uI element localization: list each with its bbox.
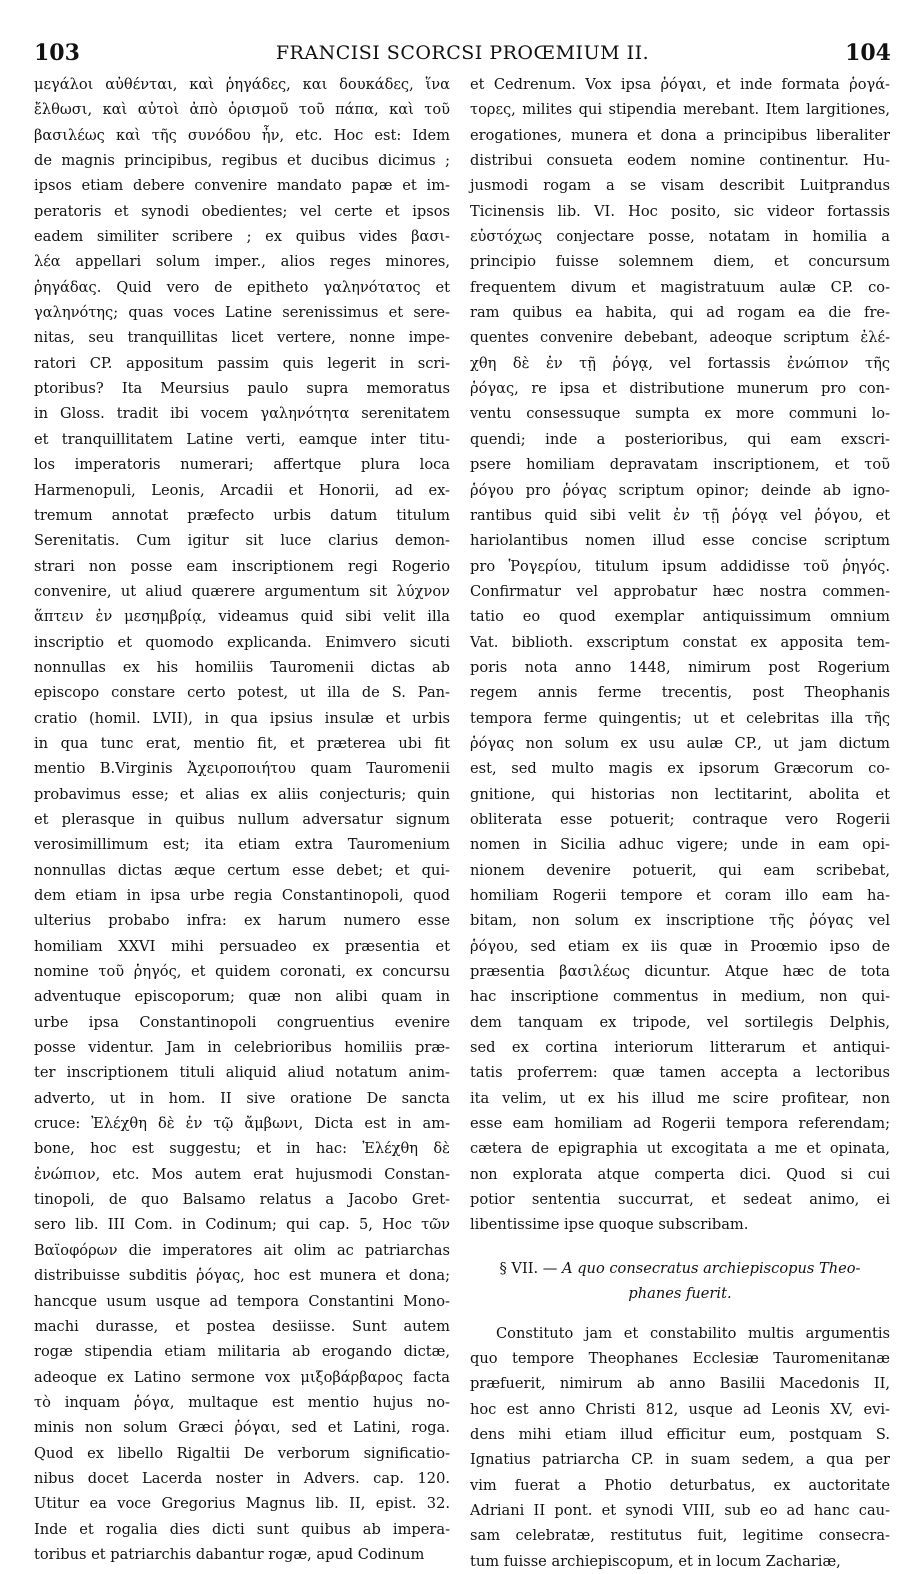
text-line: los imperatoris numerari; affertque plura loca bbox=[34, 456, 450, 474]
text-line: gnitione, qui historias non lectitarint, abolita et bbox=[470, 785, 890, 803]
text-line: ἔλθωσι, καὶ αὐτοὶ ἀπὸ ὁρισμοῦ τοῦ πάπα, καὶ τοῦ bbox=[34, 101, 450, 119]
text-line: ptoribus? Ita Meursius paulo supra memoratus bbox=[34, 380, 450, 398]
text-line: episcopo constare certo potest, ut illa de S. Pan- bbox=[34, 684, 450, 702]
text-line: tatis proferrem: quæ tamen accepta a lectoribus bbox=[470, 1064, 890, 1082]
text-line: Harmenopuli, Leonis, Arcadii et Honorii, ad ex- bbox=[34, 481, 450, 499]
text-line: ulterius probabo infra: ex harum numero esse bbox=[34, 912, 450, 930]
text-line: nonnullas ex his homiliis Tauromenii dictas ab bbox=[34, 658, 450, 676]
text-line: nonnullas dictas æque certum esse debet; et qui- bbox=[34, 861, 450, 879]
text-line: homiliam XXVI mihi persuadeo ex præsentia et bbox=[34, 937, 450, 955]
text-line: τορες, milites qui stipendia merebant. Item largitiones, bbox=[470, 101, 890, 119]
text-line: Serenitatis. Cum igitur sit luce clarius demon- bbox=[34, 532, 450, 550]
left-column bbox=[34, 72, 450, 1563]
section-heading bbox=[470, 1256, 890, 1307]
page-number-right: 104 bbox=[845, 40, 891, 66]
text-line: tatio eo quod exemplar antiquissimum omnium bbox=[470, 608, 890, 626]
text-line: ῥηγάδας. Quid vero de epitheto γαληνότατος et bbox=[34, 278, 450, 296]
text-line: Ticinensis lib. VI. Hoc posito, sic videor fortassis bbox=[470, 202, 890, 220]
text-line: libentissime ipse quoque subscribam. bbox=[470, 1216, 749, 1234]
text-line: dem tanquam ex tripode, vel sortilegis Delphis, bbox=[470, 1013, 890, 1031]
text-line: frequentem divum et magistratuum aulæ CP. co- bbox=[470, 278, 890, 296]
text-line: ventu consessuque sumpta ex more communi lo- bbox=[470, 405, 890, 423]
text-line: Utitur ea voce Gregorius Magnus lib. II, epist. 32. bbox=[34, 1495, 450, 1513]
text-line: dem etiam in ipsa urbe regia Constantinopoli, quod bbox=[34, 887, 450, 904]
text-line: tremum annotat præfecto urbis datum titulum bbox=[34, 506, 450, 524]
text-line: vim fuerat a Photio deturbatus, ex auctoritate bbox=[470, 1476, 890, 1494]
text-line: ἐνώπιον, etc. Mos autem erat hujusmodi Constan- bbox=[34, 1165, 450, 1183]
text-line: posse videntur. Jam in celebrioribus homiliis præ- bbox=[34, 1039, 450, 1057]
section-title-line2: phanes fuerit. bbox=[628, 1285, 732, 1303]
text-line: ipsos etiam debere convenire mandato papæ et im- bbox=[34, 177, 450, 195]
right-column-text-bottom bbox=[470, 1321, 890, 1574]
text-line: Inde et rogalia dies dicti sunt quibus ab impera- bbox=[34, 1520, 450, 1538]
text-line: cruce: Ἐλέχθη δὲ ἐν τῷ ἄμβωνι, Dicta est in am- bbox=[34, 1115, 450, 1133]
text-line: peratoris et synodi obedientes; vel certe et ipsos bbox=[34, 202, 450, 220]
text-line: ῥόγας, re ipsa et distributione munerum pro con- bbox=[470, 380, 890, 398]
page-number-left: 103 bbox=[34, 40, 80, 66]
page-header bbox=[34, 40, 891, 68]
text-line: cratio (homil. LVII), in qua ipsius insulæ et urbis bbox=[34, 709, 450, 727]
text-line: tum fuisse archiepiscopum, et in locum Zachariæ, bbox=[470, 1552, 841, 1570]
text-line: esse eam homiliam ad Rogerii tempora referendam; bbox=[470, 1115, 890, 1133]
text-line: ratori CP. appositum passim quis legerit in scri- bbox=[34, 354, 450, 372]
text-line: convenire, ut aliud quærere argumentum sit λύχνον bbox=[34, 582, 450, 600]
text-line: pro Ῥογερίου, titulum ipsum addidisse τοῦ ῥηγός. bbox=[470, 557, 890, 575]
text-line: nomine τοῦ ῥηγός, et quidem coronati, ex concursu bbox=[34, 963, 450, 981]
text-line: adventuque episcoporum; quæ non alibi quam in bbox=[34, 988, 450, 1006]
text-line: nibus docet Lacerda noster in Advers. cap. 120. bbox=[34, 1469, 450, 1487]
text-line: εὐστόχως conjectare posse, notatam in homilia a bbox=[470, 228, 890, 246]
text-line: hancque usum usque ad tempora Constantini Mono- bbox=[34, 1292, 450, 1310]
text-line: regem annis ferme trecentis, post Theophanis bbox=[470, 684, 890, 702]
text-line: machi durasse, et postea desiisse. Sunt autem bbox=[34, 1317, 450, 1335]
text-line: jusmodi rogam a se visam describit Luitprandus bbox=[470, 177, 890, 195]
text-line: λέα appellari solum imper., alios reges minores, bbox=[34, 253, 450, 271]
text-line: Adriani II pont. et synodi VIII, sub eo ad hanc cau- bbox=[470, 1501, 890, 1519]
text-line: minis non solum Græci ῥόγαι, sed et Latini, roga. bbox=[34, 1419, 450, 1437]
text-line: Vat. biblioth. exscriptum constat ex apposita tem- bbox=[470, 633, 890, 651]
text-line: probavimus esse; et alias ex aliis conjecturis; quin bbox=[34, 785, 450, 803]
text-line: poris nota anno 1448, nimirum post Rogerium bbox=[470, 658, 890, 676]
text-line: bitam, non solum ex inscriptione τῆς ῥόγας vel bbox=[470, 912, 890, 930]
text-line: strari non posse eam inscriptionem regi Rogerio bbox=[34, 557, 450, 575]
text-line: nomen in Sicilia adhuc vigere; unde in eam opi- bbox=[470, 836, 890, 854]
text-line: nitas, seu tranquillitas licet vertere, nonne impe- bbox=[34, 329, 450, 347]
text-line: sam celebratæ, restitutus fuit, legitime consecra- bbox=[470, 1527, 890, 1545]
text-line: præfuerit, nimirum ab anno Basilii Macedonis II, bbox=[470, 1375, 890, 1393]
text-line: hac inscriptione commentus in medium, non qui- bbox=[470, 988, 890, 1006]
text-line: et Cedrenum. Vox ipsa ῥόγαι, et inde formata ῥογά- bbox=[470, 76, 890, 93]
text-line: cætera de epigraphia ut excogitata a me et opinata, bbox=[470, 1140, 890, 1158]
text-line: dens mihi etiam illud efficitur eum, postquam S. bbox=[470, 1425, 890, 1443]
text-line: et tranquillitatem Latine verti, eamque inter titu- bbox=[34, 430, 450, 448]
text-line: Confirmatur vel approbatur hæc nostra commen- bbox=[470, 582, 890, 600]
text-line: ῥόγου pro ῥόγας scriptum opinor; deinde ab igno- bbox=[470, 481, 890, 499]
section-number: § VII. — bbox=[499, 1259, 558, 1277]
text-line: obliterata esse potuerit; contraque vero Rogerii bbox=[470, 810, 890, 828]
text-line: de magnis principibus, regibus et ducibus dicimus ; bbox=[34, 152, 450, 170]
text-line: ῥόγου, sed etiam ex iis quæ in Proœmio ipso de bbox=[470, 937, 890, 955]
text-line: sero lib. III Com. in Codinum; qui cap. 5, Hoc τῶν bbox=[34, 1216, 450, 1234]
text-line: Βαϊοφόρων die imperatores ait olim ac patriarchas bbox=[34, 1241, 450, 1259]
text-line: principio fuisse solemnem diem, et concursum bbox=[470, 253, 890, 271]
text-line: ita velim, ut ex his illud me scire profitear, non bbox=[470, 1089, 890, 1107]
text-line: potior sententia succurrat, et sedeat animo, ei bbox=[470, 1191, 890, 1209]
text-line: verosimillimum est; ita etiam extra Tauromenium bbox=[34, 836, 450, 854]
section-title-line1: A quo consecratus archiepiscopus Theo- bbox=[562, 1259, 861, 1277]
text-line: inscriptio et quomodo explicanda. Enimvero sicuti bbox=[34, 633, 450, 651]
text-line: non explorata atque comperta dici. Quod si cui bbox=[470, 1165, 890, 1183]
text-line: hoc est anno Christi 812, usque ad Leonis XV, evi- bbox=[470, 1400, 890, 1418]
right-column-text-top bbox=[470, 72, 890, 1238]
text-line: toribus et patriarchis dabantur rogæ, apud Codinum bbox=[34, 1545, 425, 1563]
text-line: psere homiliam depravatam inscriptionem, et τοῦ bbox=[470, 456, 890, 474]
text-line: adverto, ut in hom. II sive oratione De sancta bbox=[34, 1089, 450, 1107]
text-line: distribuisse subditis ῥόγας, hoc est munera et dona; bbox=[34, 1267, 450, 1285]
text-line: rantibus quid sibi velit ἐν τῇ ῥόγᾳ vel ῥόγου, et bbox=[470, 506, 890, 524]
text-line: ram quibus ea habita, qui ad rogam ea die fre- bbox=[470, 304, 890, 322]
text-line: quendi; inde a posterioribus, qui eam exscri- bbox=[470, 430, 890, 448]
text-line: quo tempore Theophanes Ecclesiæ Tauromenitanæ bbox=[470, 1349, 890, 1367]
text-line: in Gloss. tradit ibi vocem γαληνότητα serenitatem bbox=[34, 405, 450, 423]
text-line: est, sed multo magis ex ipsorum Græcorum co- bbox=[470, 760, 890, 778]
text-line: χθη δὲ ἐν τῇ ῥόγᾳ, vel fortassis ἐνώπιον τῆς bbox=[470, 354, 890, 372]
text-line: mentio B.Virginis Ἀχειροποιήτου quam Tauromenii bbox=[34, 760, 450, 778]
text-line: hariolantibus nomen illud esse concise scriptum bbox=[470, 532, 890, 550]
text-line: erogationes, munera et dona a principibus liberaliter bbox=[470, 126, 890, 144]
text-line: in qua tunc erat, mentio fit, et præterea ubi fit bbox=[34, 734, 450, 752]
text-line: adeoque ex Latino sermone vox μιξοβάρβαρος facta bbox=[34, 1368, 450, 1386]
running-title: FRANCISI SCORCSI PROŒMIUM II. bbox=[275, 42, 650, 64]
text-line: homiliam Rogerii tempore et coram illo eam ha- bbox=[470, 887, 890, 904]
text-line: γαληνότης; quas voces Latine serenissimus et sere- bbox=[34, 304, 450, 322]
text-line: sed ex cortina interiorum litterarum et antiqui- bbox=[470, 1039, 890, 1057]
text-line: ῥόγας non solum ex usu aulæ CP., ut jam dictum bbox=[470, 734, 890, 752]
text-line: tempora ferme quingentis; ut et celebritas illa τῆς bbox=[470, 709, 890, 727]
text-line: urbe ipsa Constantinopoli congruentius evenire bbox=[34, 1013, 450, 1031]
text-line: ἅπτειν ἐν μεσημβρίᾳ, videamus quid sibi velit illa bbox=[34, 608, 450, 626]
text-line: βασιλέως καὶ τῆς συνόδου ἦν, etc. Hoc est: Idem bbox=[34, 126, 450, 144]
text-line: τὸ inquam ῥόγα, multaque est mentio hujus no- bbox=[34, 1393, 450, 1411]
right-column bbox=[470, 72, 890, 1570]
text-line: et plerasque in quibus nullum adversatur signum bbox=[34, 810, 450, 828]
text-line: rogæ stipendia etiam militaria ab erogando dictæ, bbox=[34, 1343, 450, 1361]
text-line: distribui consueta eodem nomine continentur. Hu- bbox=[470, 152, 890, 170]
text-line: Constituto jam et constabilito multis argumentis bbox=[496, 1324, 890, 1342]
text-line: eadem similiter scribere ; ex quibus vides βασι- bbox=[34, 228, 450, 246]
text-line: ter inscriptionem tituli aliquid aliud notatum anim- bbox=[34, 1064, 450, 1082]
text-line: μεγάλοι αὐθένται, καὶ ῥηγάδες, και δουκάδες, ἵνα bbox=[34, 76, 450, 93]
text-line: bone, hoc est suggestu; et in hac: Ἐλέχθη δὲ bbox=[34, 1140, 450, 1158]
text-line: Ignatius patriarcha CP. in suam sedem, a qua per bbox=[470, 1451, 890, 1469]
text-line: tinopoli, de quo Balsamo relatus a Jacobo Gret- bbox=[34, 1191, 450, 1209]
text-line: Quod ex libello Rigaltii De verborum significatio- bbox=[34, 1444, 450, 1462]
text-line: quentes convenire debebant, adeoque scriptum ἐλέ- bbox=[470, 329, 890, 347]
text-line: præsentia βασιλέως dicuntur. Atque hæc de tota bbox=[470, 963, 890, 981]
text-line: nionem devenire potuerit, qui eam scribebat, bbox=[470, 861, 890, 879]
